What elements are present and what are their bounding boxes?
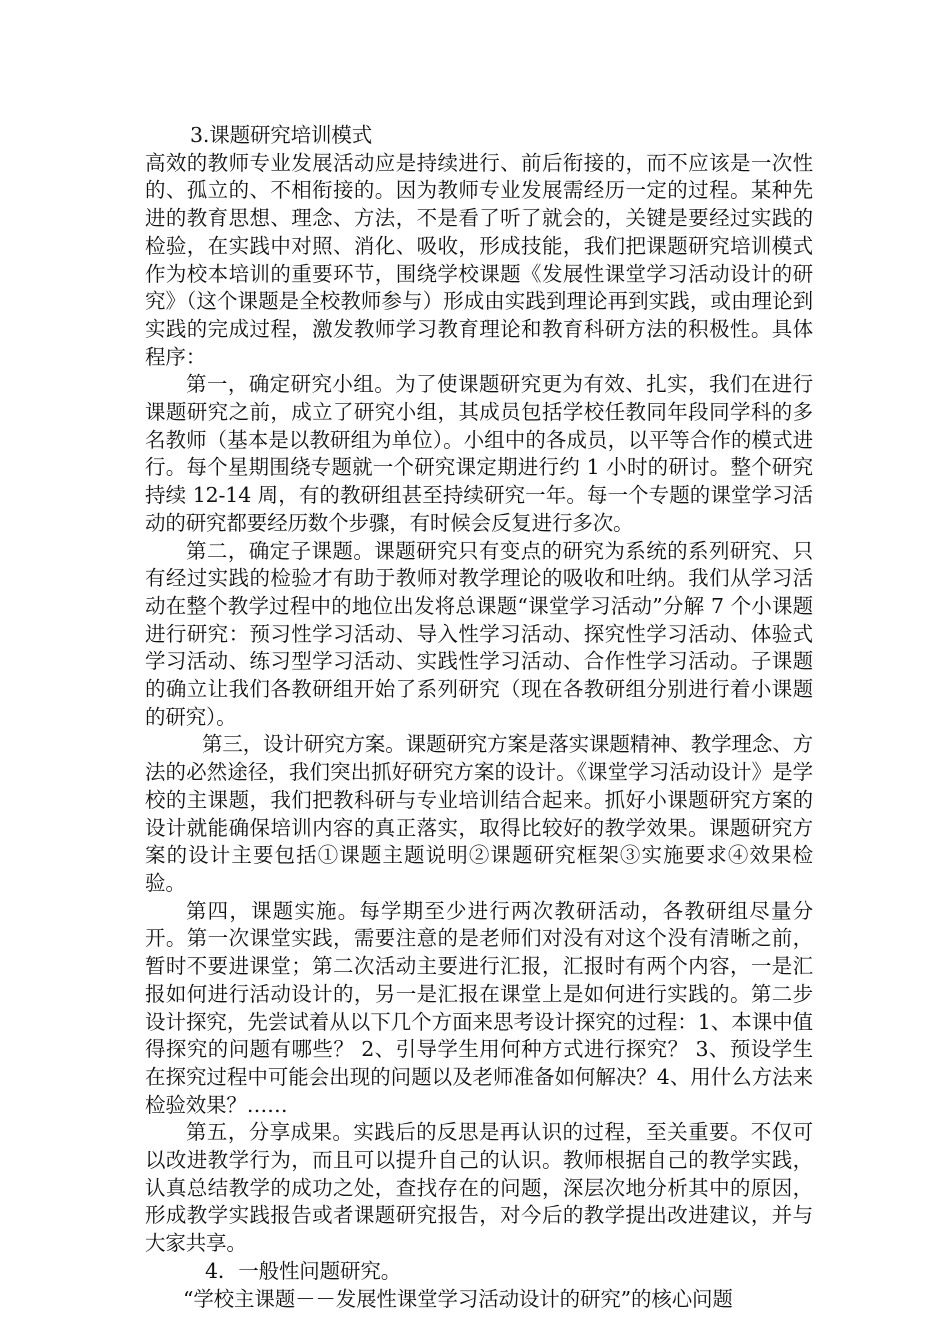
step-5-paragraph: 第五，分享成果。实践后的反思是再认识的过程，至关重要。不仅可以改进教学行为，而且可以提升自己的认识。教师根据自己的教学实践，认真总结教学的成功之处，查找存在的问题，深层次地分析其中的原因，形成教学实践报告或者课题研究报告，对今后的教学提出改进建议，并与大家共享。: [145, 1120, 813, 1256]
closing-paragraph: “学校主课题－－发展性课堂学习活动设计的研究”的核心问题: [183, 1286, 733, 1311]
section-heading-3: 3.课题研究培训模式: [190, 123, 373, 147]
step-2-paragraph: 第二，确定子课题。课题研究只有变点的研究为系统的系列研究、只有经过实践的检验才有助于教师对教学理论的吸收和吐纳。我们从学习活动在整个教学过程中的地位出发将总课题“课堂学习活动”分解 7 个小课题进行研究：预习性学习活动、导入性学习活动、探究性学习活动、体验式学习活动、练习型学习活动、实践性学习活动、合作性学习活动。子课题的确立让我们各教研组开始了系列研究（现在各教研组分别进行着小课题的研究）。: [145, 538, 813, 729]
step-3-paragraph: 第三，设计研究方案。课题研究方案是落实课题精神、教学理念、方法的必然途径，我们突出抓好研究方案的设计。《课堂学习活动设计》是学校的主课题，我们把教科研与专业培训结合起来。抓好小课题研究方案的设计就能确保培训内容的真正落实，取得比较好的教学效果。课题研究方案的设计主要包括①课题主题说明②课题研究框架③实施要求④效果检验。: [145, 732, 813, 895]
section-heading-4: 4．一般性问题研究。: [205, 1258, 402, 1283]
intro-paragraph: 高效的教师专业发展活动应是持续进行、前后衔接的，而不应该是一次性的、孤立的、不相衔接的。因为教师专业发展需经历一定的过程。某种先进的教育思想、理念、方法，不是看了听了就会的，关键是要经过实践的检验，在实践中对照、消化、吸收，形成技能，我们把课题研究培训模式作为校本培训的重要环节，围绕学校课题《发展性课堂学习活动设计的研究》（这个课题是全校教师参与）形成由实践到理论再到实践，或由理论到实践的完成过程，激发教师学习教育理论和教育科研方法的积极性。具体程序：: [145, 150, 813, 369]
document-body: [145, 122, 813, 1313]
step-1-paragraph: 第一，确定研究小组。为了使课题研究更为有效、扎实，我们在进行课题研究之前，成立了研究小组，其成员包括学校任教同年段同学科的多名教师（基本是以教研组为单位）。小组中的各成员，以平等合作的模式进行。每个星期围绕专题就一个研究课定期进行约 1 小时的研讨。整个研究持续 12-14 周，有的教研组甚至持续研究一年。每一个专题的课堂学习活动的研究都要经历数个步骤，有时候会反复进行多次。: [145, 372, 813, 535]
step-4-paragraph: 第四，课题实施。每学期至少进行两次教研活动，各教研组尽量分开。第一次课堂实践，需要注意的是老师们对没有对这个没有清晰之前，暂时不要进课堂；第二次活动主要进行汇报，汇报时有两个内容，一是汇报如何进行活动设计的，另一是汇报在课堂上是如何进行实践的。第二步设计探究，先尝试着从以下几个方面来思考设计探究的过程：1、本课中值得探究的问题有哪些？ 2、引导学生用何种方式进行探究？ 3、预设学生在探究过程中可能会出现的问题以及老师准备如何解决？4、用什么方法来检验效果？……: [145, 898, 813, 1117]
